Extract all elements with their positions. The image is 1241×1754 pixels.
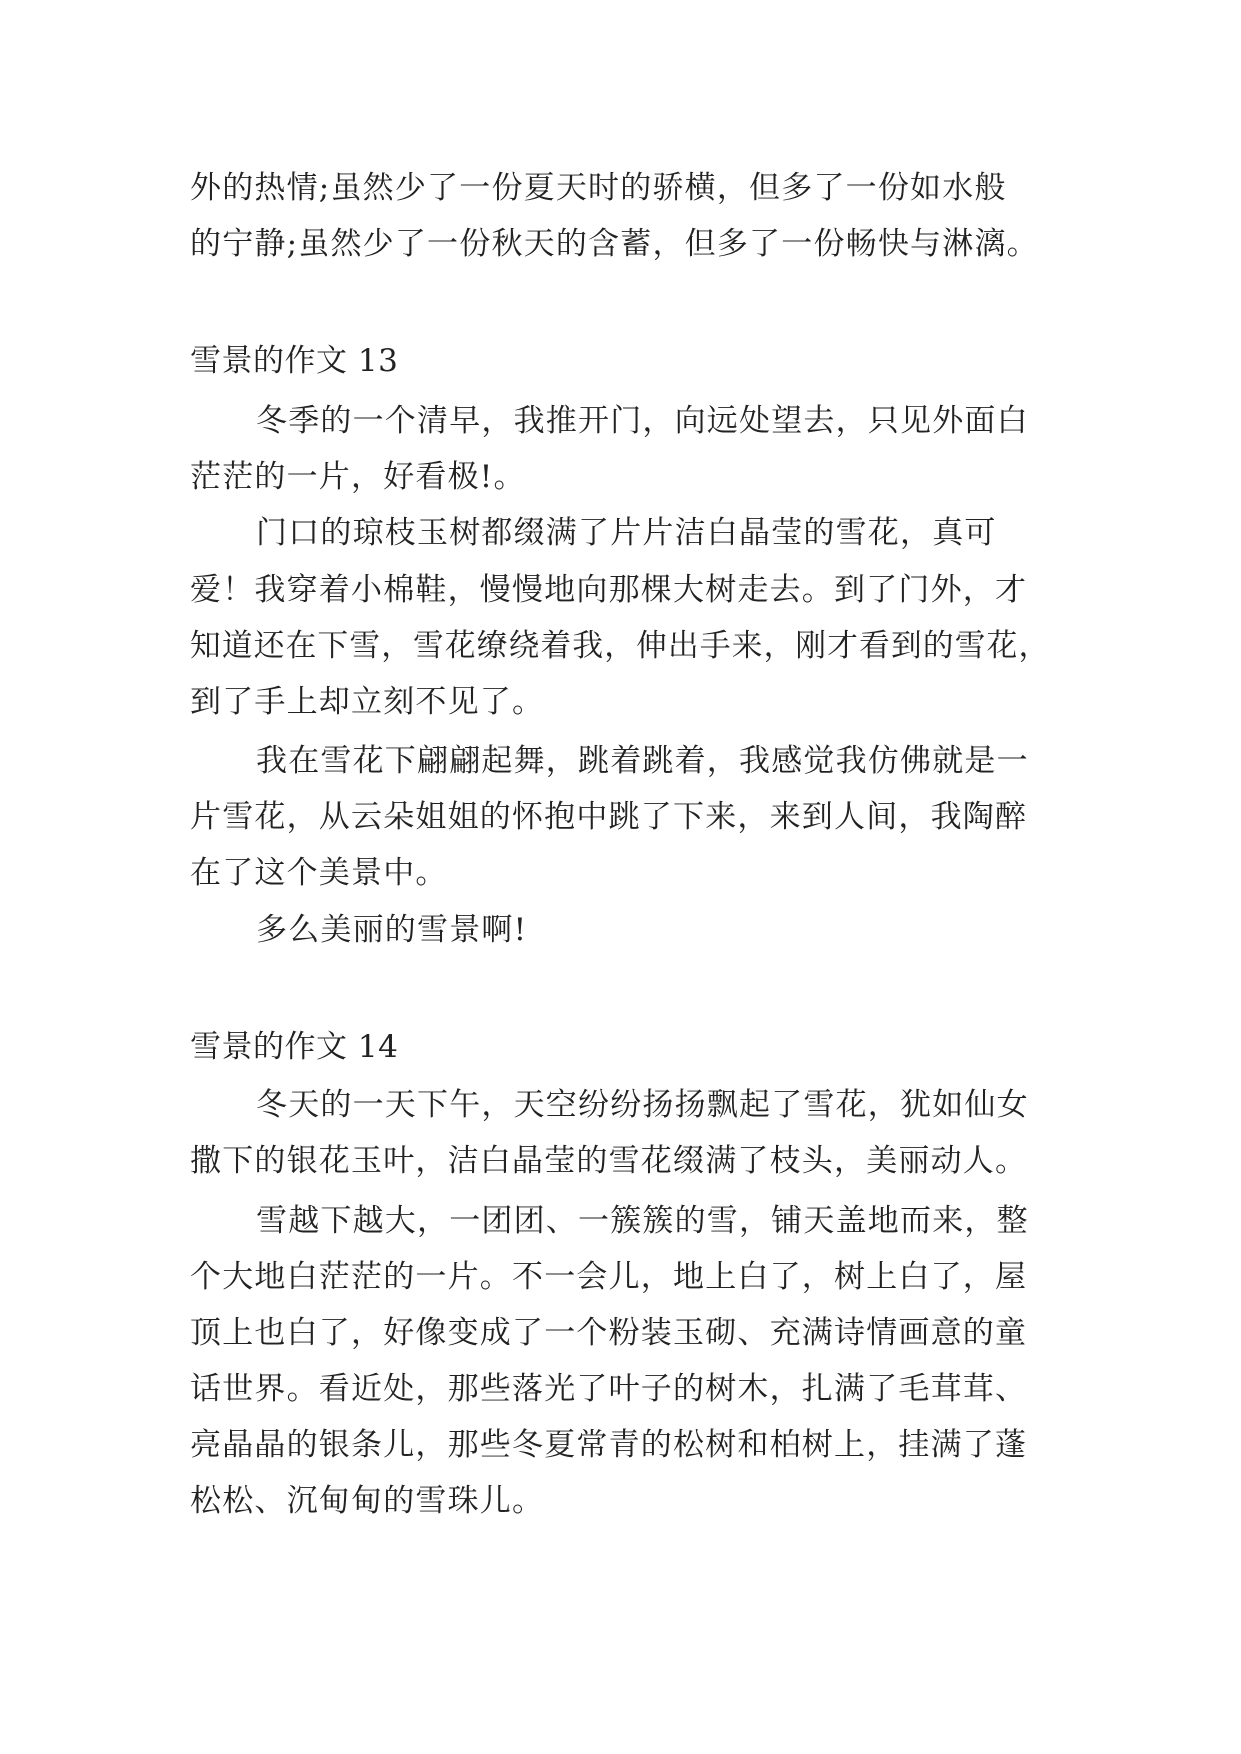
essay-13-paragraph-3-line-3: 在了这个美景中。 [190,855,448,891]
essay-14-paragraph-2-line-2: 个大地白茫茫的一片。不一会儿，地上白了，树上白了，屋 [190,1259,1028,1295]
essay-13-heading: 雪景的作文 13 [190,343,399,379]
essay-13-paragraph-1-line-2: 茫茫的一片，好看极!。 [190,459,526,495]
essay-14-heading: 雪景的作文 14 [190,1029,399,1065]
essay-13-paragraph-1-line-1: 冬季的一个清早，我推开门，向远处望去，只见外面白 [256,403,1029,439]
essay-14-paragraph-1-line-1: 冬天的一天下午，天空纷纷扬扬飘起了雪花，犹如仙女 [256,1087,1029,1123]
intro-line-2: 的宁静;虽然少了一份秋天的含蓄，但多了一份畅快与淋漓。 [190,226,1039,262]
essay-13-paragraph-2-line-4: 到了手上却立刻不见了。 [190,684,545,720]
essay-14-paragraph-2-line-1: 雪越下越大，一团团、一簇簇的雪，铺天盖地而来，整 [256,1203,1029,1239]
essay-14-paragraph-1-line-2: 撒下的银花玉叶，洁白晶莹的雪花缀满了枝头，美丽动人。 [190,1143,1028,1179]
essay-14-paragraph-2-line-6: 松松、沉甸甸的雪珠儿。 [190,1483,545,1519]
essay-13-paragraph-3-line-1: 我在雪花下翩翩起舞，跳着跳着，我感觉我仿佛就是一 [256,743,1029,779]
essay-14-paragraph-2-line-4: 话世界。看近处，那些落光了叶子的树木，扎满了毛茸茸、 [190,1371,1028,1407]
essay-14-paragraph-2-line-5: 亮晶晶的银条儿，那些冬夏常青的松树和柏树上，挂满了蓬 [190,1427,1028,1463]
essay-13-paragraph-3-line-2: 片雪花，从云朵姐姐的怀抱中跳了下来，来到人间，我陶醉 [190,799,1028,835]
essay-13-paragraph-2-line-3: 知道还在下雪，雪花缭绕着我，伸出手来，刚才看到的雪花， [190,628,1051,664]
essay-14-paragraph-2-line-3: 顶上也白了，好像变成了一个粉装玉砌、充满诗情画意的童 [190,1315,1028,1351]
essay-13-paragraph-4-line-1: 多么美丽的雪景啊! [256,912,528,948]
intro-line-1: 外的热情;虽然少了一份夏天时的骄横，但多了一份如水般 [190,170,1007,206]
essay-13-paragraph-2-line-2: 爱！我穿着小棉鞋，慢慢地向那棵大树走去。到了门外，才 [190,572,1028,608]
essay-13-paragraph-2-line-1: 门口的琼枝玉树都缀满了片片洁白晶莹的雪花，真可 [256,515,997,551]
